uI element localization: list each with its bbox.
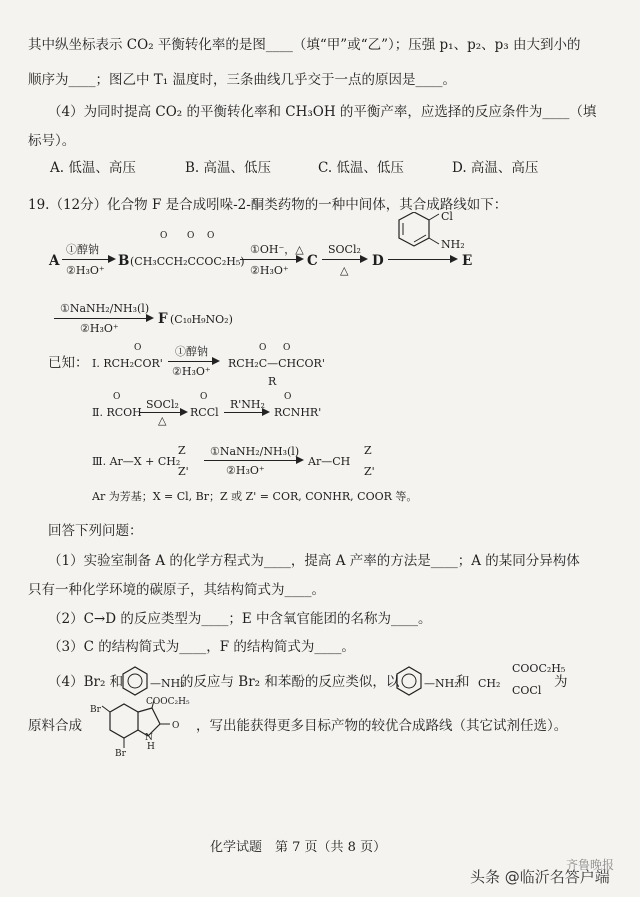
route-arrow-3 xyxy=(322,259,366,260)
page-footer: 化学试题 第 7 页（共 8 页） xyxy=(210,840,387,855)
text-line-4: 标号）。 xyxy=(28,133,76,149)
option-a: A. 低温、高压 xyxy=(50,160,136,176)
route-reagent-1-bot: ②H₃O⁺ xyxy=(66,264,105,277)
known-i-prod-o2: O xyxy=(283,343,291,353)
known-i-arrow xyxy=(168,361,218,362)
known-ii-arrow-1 xyxy=(140,412,186,413)
known-ii-r1b: △ xyxy=(158,414,167,427)
known-ii-arrow-2 xyxy=(224,412,268,413)
route-reagent-5-top: ①NaNH₂/NH₃(l) xyxy=(60,302,150,315)
b-carbonyl-o1: O xyxy=(160,231,168,241)
b-carbonyl-o3: O xyxy=(207,231,215,241)
text-line-2: 顺序为____；图乙中 T₁ 温度时，三条曲线几乎交于一点的原因是____。 xyxy=(28,72,456,88)
route-reagent-1-top: ①醇钠 xyxy=(66,243,99,256)
known-i-o: O xyxy=(134,343,142,353)
known-iii-reactant: Ⅲ. Ar—X + CH₂ xyxy=(92,455,181,468)
f-formula: (C₁₀H₉NO₂) xyxy=(170,313,233,326)
text-line-3: （4）为同时提高 CO₂ 的平衡转化率和 CH₃OH 的平衡产率，应选择的反应条件为____（填 xyxy=(48,104,597,120)
known-ii-r2: R'NH₂ xyxy=(230,398,265,411)
known-ii-mid: RCCl xyxy=(190,406,219,419)
route-arrow-4 xyxy=(388,259,456,260)
compound-e: E xyxy=(462,253,473,269)
known-iii-z1: Z xyxy=(178,444,186,457)
question-4-part-d: 为 xyxy=(554,674,568,690)
text-line-1: 其中纵坐标表示 CO₂ 平衡转化率的是图____（填“甲”或“乙”）；压强 p₁、p₂、p₃ 由大到小的 xyxy=(28,37,581,53)
route-arrow-5 xyxy=(54,318,152,319)
known-i-prod-o1: O xyxy=(259,343,267,353)
question-4-part-c: 和 xyxy=(456,674,470,690)
known-iii-top: ①NaNH₂/NH₃(l) xyxy=(210,445,300,458)
route-reagent-3-bot: △ xyxy=(340,264,349,277)
known-iii-bot: ②H₃O⁺ xyxy=(226,464,265,477)
watermark: 头条 @临沂名答户端 xyxy=(470,868,610,886)
known-iii-product: Ar—CH xyxy=(308,455,351,468)
questions-head: 回答下列问题： xyxy=(48,523,143,539)
known-i-bot: ②H₃O⁺ xyxy=(172,365,211,378)
question-2: （2）C→D 的反应类型为____；E 中含氧官能团的名称为____。 xyxy=(48,611,432,627)
option-c: C. 低温、低压 xyxy=(318,160,404,176)
b-formula: (CH₃CCH₂CCOC₂H₅) xyxy=(130,255,245,268)
question-4-part-f: ，写出能获得更多目标产物的较优合成路线（其它试剂任选）。 xyxy=(196,718,568,734)
target-br-1: Br xyxy=(90,705,101,715)
route-reagent-2-top: ①OH⁻，△ xyxy=(250,243,304,256)
question-4-part-a: （4）Br₂ 和 xyxy=(48,674,124,690)
target-br-2: Br xyxy=(115,749,126,759)
known-ii-o1: O xyxy=(113,392,121,402)
known-i-reactant: Ⅰ. RCH₂COR' xyxy=(92,357,163,370)
compound-a: A xyxy=(49,253,60,269)
ch2-label: CH₂ xyxy=(478,677,501,690)
known-note: Ar 为芳基；X = Cl, Br；Z 或 Z' = COR, CONHR, COOR 等。 xyxy=(92,490,418,503)
compound-d: D xyxy=(372,253,384,269)
known-label: 已知： xyxy=(48,355,89,371)
compound-f: F xyxy=(158,311,168,327)
cl-label: Cl xyxy=(441,210,453,223)
known-iii-arrow xyxy=(204,460,302,461)
question-4-part-e: 原料合成 xyxy=(28,718,82,734)
nh2-label-2: —NH₂ xyxy=(424,677,459,690)
cocl-label: COCl xyxy=(512,684,542,697)
route-arrow-2 xyxy=(240,259,302,260)
target-cooc2h5: COOC₂H₅ xyxy=(146,697,190,707)
question-1-line-1: （1）实验室制备 A 的化学方程式为____，提高 A 产率的方法是____；A 的某同分异构体 xyxy=(48,553,580,569)
route-arrow-1 xyxy=(62,259,114,260)
aniline-structure-1 xyxy=(118,664,152,700)
option-b: B. 高温、低压 xyxy=(185,160,272,176)
known-i-top: ①醇钠 xyxy=(175,345,208,358)
known-iii-z2p: Z' xyxy=(364,465,375,478)
cooc2h5-label: COOC₂H₅ xyxy=(512,662,566,675)
b-carbonyl-o2: O xyxy=(187,231,195,241)
option-d: D. 高温、高压 xyxy=(452,160,539,176)
question-4-part-b: 的反应与 Br₂ 和苯酚的反应类似，以 xyxy=(180,674,400,690)
known-i-r: R xyxy=(268,375,277,388)
route-reagent-3-top: SOCl₂ xyxy=(328,243,361,256)
compound-c: C xyxy=(307,253,318,269)
route-reagent-5-bot: ②H₃O⁺ xyxy=(80,322,119,335)
compound-b: B xyxy=(118,253,130,269)
known-ii-reactant: Ⅱ. RCOH xyxy=(92,406,142,419)
nh2-label-1: —NH₂ xyxy=(150,677,185,690)
nh2-label: NH₂ xyxy=(441,238,465,251)
known-i-product: RCH₂C—CHCOR' xyxy=(228,357,325,370)
target-o: O xyxy=(172,721,180,731)
known-ii-o2: O xyxy=(200,392,208,402)
known-ii-product: RCNHR' xyxy=(274,406,322,419)
question-3: （3）C 的结构简式为____，F 的结构简式为____。 xyxy=(48,639,355,655)
question-19-title: 19.（12分）化合物 F 是合成吲哚-2-酮类药物的一种中间体，其合成路线如下： xyxy=(28,197,508,213)
known-iii-z1p: Z' xyxy=(178,465,189,478)
known-ii-o3: O xyxy=(284,392,292,402)
known-ii-r1: SOCl₂ xyxy=(146,398,179,411)
route-reagent-2-bot: ②H₃O⁺ xyxy=(250,264,289,277)
watermark-brand: 齐鲁晚报 xyxy=(566,858,615,872)
question-1-line-2: 只有一种化学环境的碳原子，其结构简式为____。 xyxy=(28,582,325,598)
target-n: N xyxy=(145,733,153,743)
aniline-structure-2 xyxy=(392,664,426,700)
known-iii-z2: Z xyxy=(364,444,372,457)
target-h: H xyxy=(147,742,155,752)
